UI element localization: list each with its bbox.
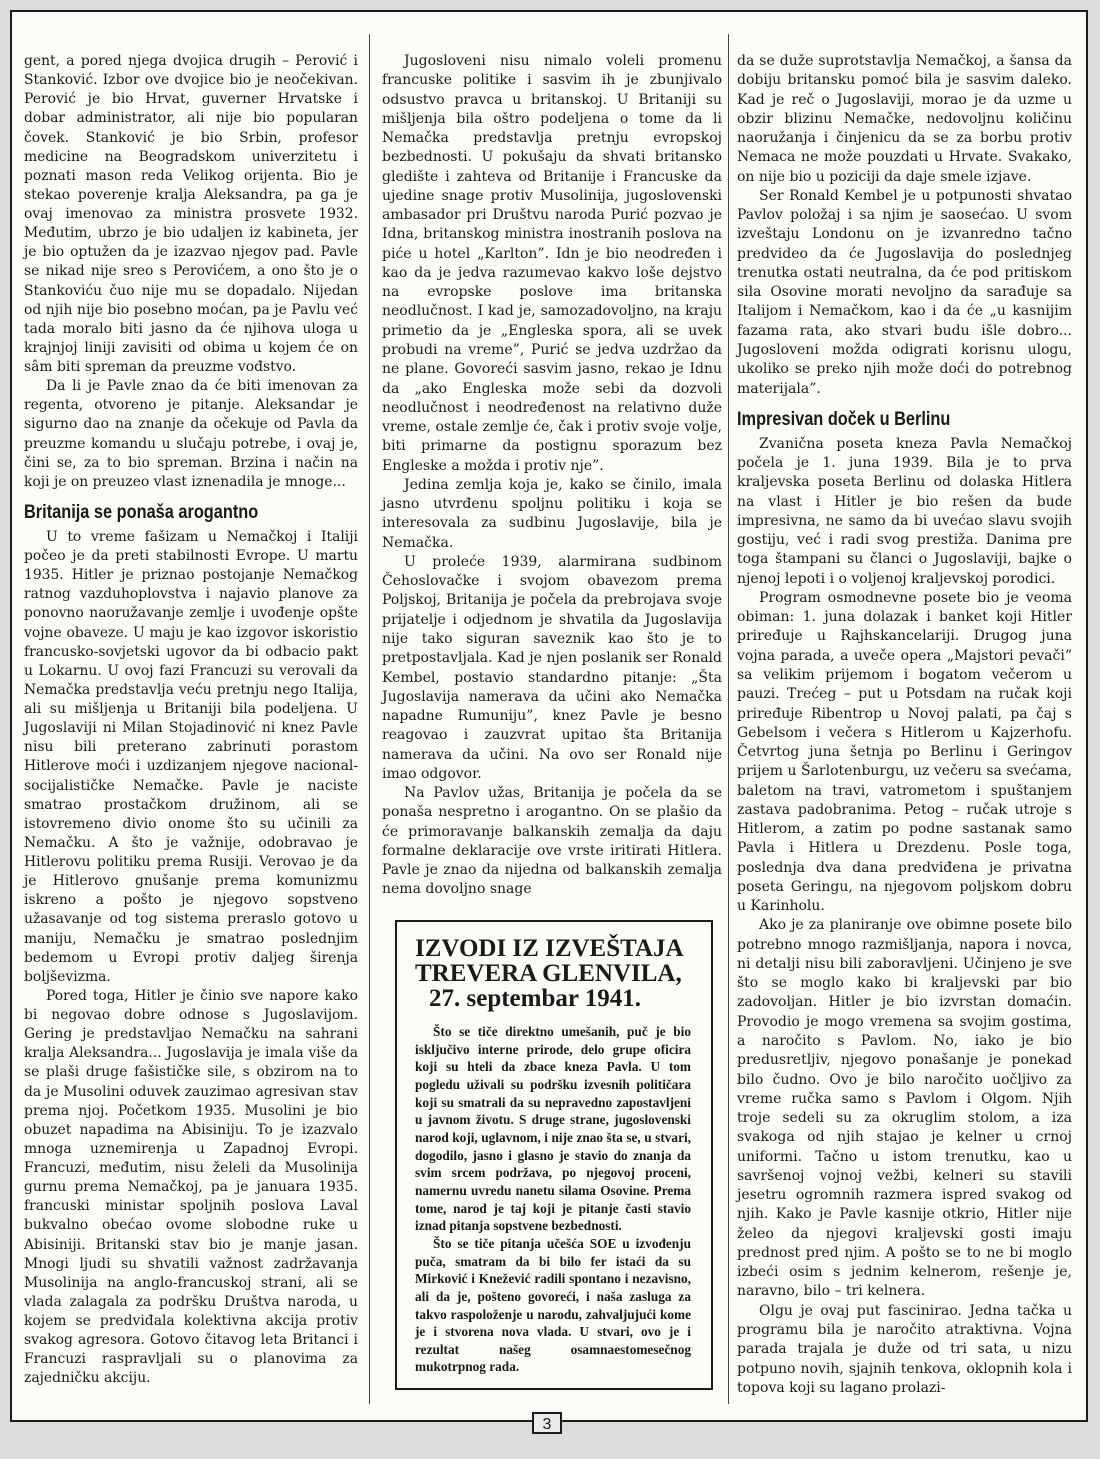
- paragraph: Ser Ronald Kembel je u potpunosti shvatao Pavlov položaj i sa njim je saosećao. U svom izveštaju Londonu on je izvanredno tačno predvideo da će Jugoslavija do poslednjeg trenutka ostati neutralna, da će pod pritiskom sila Osovine morati nevoljno da sarađuje sa Italijom i Nemačkom, kao i da će „u kasnijim fazama rata, ako stvari budu išle dobro... Jugosloveni možda odigrati korisnu ulogu, ukoliko se preko njih može doći do potrebnog materijala”.: [737, 187, 1072, 397]
- article-column-3: [737, 52, 1072, 1398]
- sidebar-box: [395, 920, 713, 1390]
- paragraph: Program osmodnevne posete bio je veoma obiman: 1. juna dolazak i banket koji Hitler priređuje u Rajhskancelariji. Drugog juna vojna parada, a uveče opera „Majstori pevači” sa velikim prijemom i bogatom večerom u pauzi. Trećeg – put u Potsdam na ručak koji priređuje Ribentrop u Novoj palati, pa čaj s Gebelsom i večera s Hitlerom u Kajzerhofu. Četvrtog juna šetnja po Berlinu i Geringov prijem u Šarlotenburgu, uz večeru sa svećama, baletom na travi, vatrometom i spuštanjem zastava padobranima. Petog – ručak utroje s Hitlerom, a zatim po podne sastanak samo Pavla i Hitlera u Drezdenu. Posle toga, poslednja dva dana predviđena je privatna poseta Geringu, na njegovom poljskom dobru u Karinholu.: [737, 589, 1072, 915]
- paragraph: U proleće 1939, alarmirana sudbinom Čehoslovačke i svojom obavezom prema Poljskoj, Britanija je počela da prebrojava svoje prijatelje i odjednom je shvatila da Jugoslavija nije tako siguran saveznik kao što je to pretpostavljala. Kad je njen poslanik ser Ronald Kembel, postavio standardno pitanje: „Šta Jugoslavija namerava da učini ako Nemačka napadne Rumuniju”, knez Pavle je besno reagovao i zauzvrat upitao šta Britanija namerava da učini. Na ovo ser Ronald nije imao odgovor.: [382, 553, 722, 782]
- paragraph: Jugosloveni nisu nimalo voleli promenu francuske politike i sasvim ih je zbunjivalo odsustvo pravca u britanskoj. U Britaniji su mišljenja bila oštro podeljena o tome da li Nemačka predstavlja pretnju evropskoj bezbednosti. U pokušaju da shvati britansko gledište i zahteva od Britanije i Francuske da ujedine snage protiv Musolinija, jugoslovenski ambasador pri Društvu naroda Purić pozvao je Idna, britanskog ministra inostranih poslova na piće u hotel „Karlton”. Idn je bio neodređen i kao da je jedva razumevao kakvo loše dejstvo na evropske poslove ima britanska neodlučnost. I kad je, samozadovoljno, na kraju primetio da je „Engleska spora, ali se uvek probudi na vreme”, Purić se jedva uzdržao da ne plane. Govoreći sasvim jasno, rekao je Idnu da „ako Engleska može sebi da dozvoli neodlučnost i neodređenost na relativno duže vreme, ostale zemlje će, čak i protiv svoje volje, biti primarne da postignu sporazum bez Engleske a možda i protiv nje”.: [382, 53, 722, 474]
- article-column-1: [24, 52, 358, 1389]
- paragraph: Pored toga, Hitler je činio sve napore kako bi negovao dobre odnose s Jugoslavijom. Gering je predstavljao Nemačku na sahrani kralja Aleksandra... Jugoslavija je imala više da se plaši druge fašističke sile, s obzirom na to da je Musolini oduvek zauzimao agresivan stav prema njoj. Početkom 1935. Musolini je bio obuzet napadima na Abisiniju. To je izazvalo mnoga uznemirenja u Zapadnoj Evropi. Francuzi, međutim, nisu želeli da Musolinija gurnu prema Nemačkoj, pa je januara 1935. francuski ministar spoljnih poslova Laval bukvalno obećao ovome slobodne ruke u Abisiniji. Britanski stav bio je manje jasan. Mnogi ljudi su shvatili važnost zadržavanja Musolinija na anglo-francuskoj strani, ali se vlada zalagala za podršku Društva naroda, u kojem se predviđala kolektivna akcija protiv svakog agresora. Gotovo čitavog leta Britanci i Francuzi raspravljali su o planovima za zajedničku akciju.: [24, 987, 358, 1387]
- box-title: [415, 936, 691, 1011]
- section-heading: Impresivan doček u Berlinu: [737, 408, 951, 430]
- box-paragraph: Što se tiče direktno umešanih, puč je bio isključivo interne prirode, delo grupe oficira koji su hteli da zbace kneza Pavla. U tom pogledu uživali su podršku izvesnih političara koji su smatrali da su nepravedno zapostavljeni u javnom životu. S druge strane, jugoslovenski narod koji, uglavnom, i nije znao šta se, u stvari, dogodilo, jasno i glasno je stavio do znanja da svim srcem podržava, po njegovoj proceni, namernu uvredu nanetu silama Osovine. Prema tome, narod je taj koji je pitanje časti stavio iznad pitanja sopstvene bezbednosti.: [415, 1024, 691, 1234]
- paragraph: Olgu je ovaj put fascinirao. Jedna tačka u programu bila je naročito atraktivna. Vojna parada trajala je duže od tri sata, u nizu potpuno novih, sjajnih tenkova, oklopnih kola i topova koji su lagano prolazi-: [737, 1302, 1072, 1396]
- column-divider: [369, 34, 370, 1404]
- box-title-line: TREVERA GLENVILA,: [415, 960, 682, 987]
- column-divider: [728, 34, 729, 1404]
- paragraph: gent, a pored njega dvojica drugih – Perović i Stanković. Izbor ove dvojice bio je neočekivan. Perović je bio Hrvat, guverner Hrvatske i dobar administrator, ali nije bio popularan čovek. Stanković je bio Srbin, profesor medicine na Beogradskom univerzitetu i poznati mason reda Velikog orijenta. Bio je stekao poverenje kralja Aleksandra, pa ga je ovaj imenovao za ministra prosvete 1932. Međutim, ubrzo je bio udaljen iz kabineta, jer je bio optužen da je izazvao njegov pad. Pavle se nikad nije sreo s Perovićem, a ono što je o Stankoviću čuo nije mu se dopadalo. Nijedan od njih nije bio posebno moćan, pa je Pavlu već tada moralo biti jasno da će njihova uloga u krajnjoj liniji zavisiti od obima u kojem će on sâm biti spreman da preuzme vođstvo.: [24, 53, 358, 375]
- paragraph: Ako je za planiranje ove obimne posete bilo potrebno mnogo razmišljanja, napora i novca, ni detalji nisu bili zaboravljeni. Učinjeno je sve što se moglo kako bi kraljevski par bio zadovoljan. Hitler je bio izvrstan domaćin. Provodio je mogo vremena sa svojim gostima, a naročito s Pavlom. No, iako je bio predusretljiv, njegovo ponašanje je ponekad bilo čudno. Ovo je bilo naročito uočljivo za vreme ručka samo s Pavlom i Olgom. Njih troje sedeli su za okruglim stolom, a iza svakoga od njih stajao je kelner u crnoj uniformi. Tačno u istom trenutku, kao u savršenoj vojnoj vežbi, kelneri su stavili jesetru ogromnih razmera ispred svakog od njih. Kako je Pavle kasnije otkrio, Hitler nije želeo da njegovi kraljevski gosti imaju prednost pred njim. A pošto se to ne bi moglo izbeći osim s jednim kelnerom, rešenje je, naravno, bilo – tri kelnera.: [737, 917, 1072, 1300]
- paragraph: Na Pavlov užas, Britanija je počela da se ponaša nespretno i arogantno. On se plašio da će primoravanje balkanskih zemalja da daju formalne deklaracije ove vrste iritirati Hitlera. Pavle je znao da nijedna od balkanskih zemalja nema dovoljno snage: [382, 785, 722, 898]
- newspaper-page: [10, 10, 1088, 1422]
- article-column-2: [382, 52, 722, 900]
- paragraph: Zvanična poseta kneza Pavla Nemačkoj počela je 1. juna 1939. Bila je to prva kraljevska poseta Berlinu od dolaska Hitlera na vlast i Hitler je bio rešen da bude impresivna, ne samo da bi uvećao slavu svojih gostiju, već i radi svog prestiža. Danima pre toga štampani su članci o Jugoslaviji, bajke o njenoj lepoti i o voljenoj kraljevskoj porodici.: [737, 435, 1072, 587]
- box-paragraph: Što se tiče pitanja učešća SOE u izvođenju puča, smatram da bi bilo fer istaći da su Mirković i Knežević radili spontano i nezavisno, ali da je, pošteno govoreći, i naša zasluga za takvo raspoloženje u narodu, zahvaljujući kome je i stvorena nova vlada. U stvari, ovo je i rezultat našeg osamnaestomesečnog mukotrpnog rada.: [415, 1235, 691, 1375]
- paragraph: da se duže suprotstavlja Nemačkoj, a šansa da dobiju britansku pomoć bila je sasvim daleko. Kad je reč o Jugoslaviji, morao je da uzme u obzir blizinu Nemačke, nedovoljnu količinu naoružanja i činjenicu da se za borbu protiv Nemaca ne može pouzdati u Hrvate. Svakako, on nije bio u poziciji da daje smele izjave.: [737, 53, 1072, 185]
- box-title-line: 27. septembar 1941.: [429, 985, 642, 1012]
- page-number: 3: [532, 1412, 562, 1434]
- section-heading: Britanija se ponaša arogantno: [24, 501, 259, 523]
- box-title-line: IZVODI IZ IZVEŠTAJA: [415, 935, 684, 962]
- paragraph: Da li je Pavle znao da će biti imenovan za regenta, otvoreno je pitanje. Aleksandar je sigurno dao na znanje da očekuje od Pavla da preuzme komandu u slučaju potrebe, i ovaj je, čini se, za to bio spreman. Brzina i način na koji je on preuzeo vlast iznenadila je mnoge...: [24, 378, 358, 490]
- paragraph: U to vreme fašizam u Nemačkoj i Italiji počeo je da preti stabilnosti Evrope. U martu 1935. Hitler je priznao postojanje Nemačkog ratnog vazduhoplovstva i najavio planove za ponovno naoružavanje zemlje i uvođenje opšte vojne obaveze. U maju je kao izgovor iskoristio francusko-sovjetski ugovor da bi odbacio pakt u Lokarnu. U ovoj fazi Francuzi su verovali da Nemačka predstavlja veću pretnju nego Italija, ali su mišljenja u Britaniji bila podeljena. U Jugoslaviji ni Milan Stojadinović ni knez Pavle nisu bili preterano zabrinuti porastom Hitlerove moći i uzdizanjem njegove nacional-socijalističke Nemačke. Pavle je naciste smatrao prostačkom družinom, ali se istovremeno divio onome što su učinili za Nemačku. A što je važnije, odobravao je Hitlerovu politiku prema Rusiji. Verovao je da je Hitlerovo gnušanje prema komunizmu iskreno a pošto je njegovo sopstveno užasavanje od tog sistema preraslo gotovo u maniju, Nemačku je smatrao poslednjim bedemom u Evropi protiv daljeg širenja boljševizma.: [24, 528, 358, 985]
- paragraph: Jedina zemlja koja je, kako se činilo, imala jasno utvrđenu spoljnu politiku i koja se interesovala za sudbinu Jugoslavije, bila je Nemačka.: [382, 476, 722, 551]
